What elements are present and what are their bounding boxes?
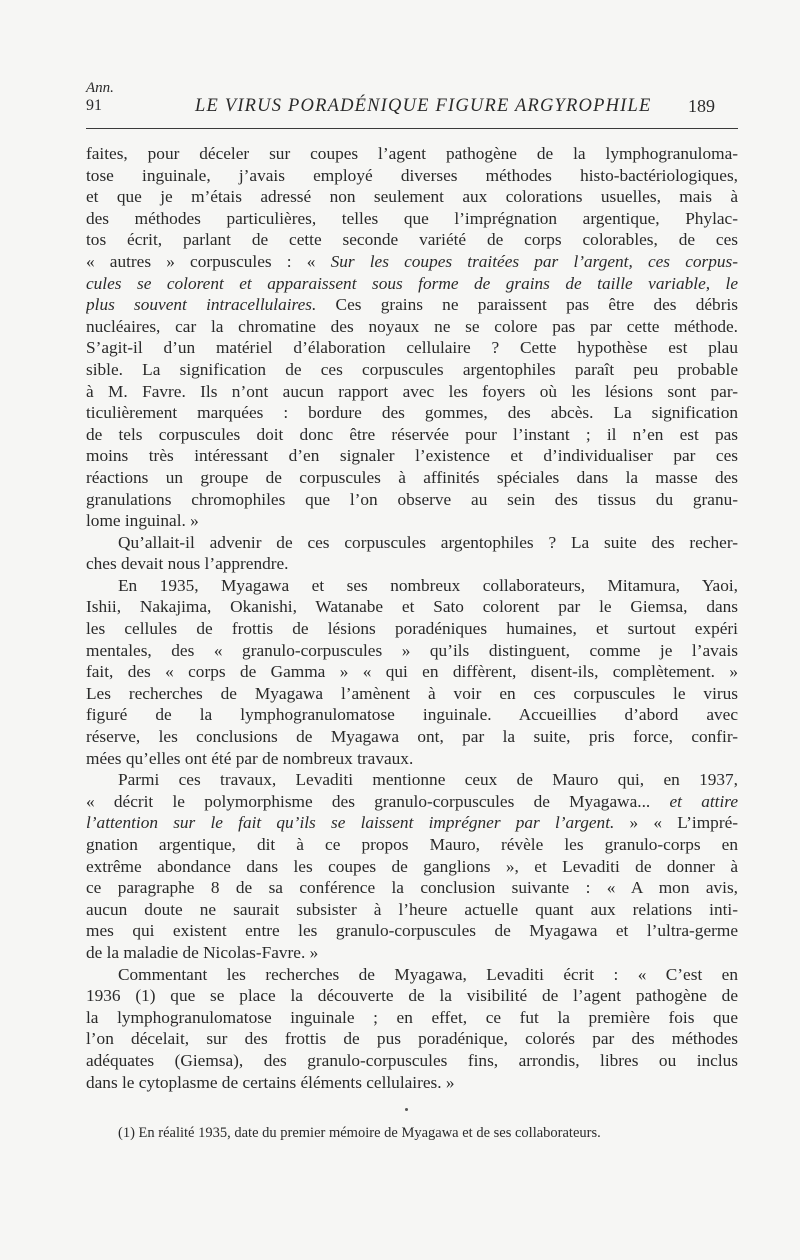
text-segment: Parmi ces travaux, Levaditi mentionne ceux de Mauro qui, en 1937, bbox=[118, 770, 738, 790]
text-segment: extrême abondance dans les coupes de ganglions », et Levaditi de donner à bbox=[86, 856, 738, 876]
text-segment: ches devait nous l’apprendre. bbox=[86, 554, 289, 574]
text-segment: dans le cytoplasme de certains éléments cellulaires. » bbox=[86, 1072, 455, 1092]
text-line bbox=[86, 1072, 738, 1094]
body-text bbox=[86, 143, 738, 1093]
text-line bbox=[86, 467, 738, 489]
text-segment: mentales, des « granulo-corpuscules » qu’ils distinguent, comme je l’avais bbox=[86, 640, 738, 660]
text-segment: 1936 (1) que se place la découverte de la visibilité de l’agent pathogène de bbox=[86, 986, 738, 1006]
header-rule bbox=[86, 128, 738, 129]
text-line bbox=[86, 251, 738, 273]
text-segment: réactions un groupe de corpuscules à affinités spéciales dans la masse des bbox=[86, 467, 738, 487]
footnote: (1) En réalité 1935, date du premier mémoire de Myagawa et de ses collaborateurs. bbox=[118, 1125, 601, 1141]
footnote-separator bbox=[405, 1108, 408, 1111]
text-line bbox=[86, 424, 738, 446]
text-segment: à M. Favre. Ils n’ont aucun rapport avec les foyers où les lésions sont par- bbox=[86, 381, 738, 401]
text-segment: » « L’impré- bbox=[614, 813, 738, 833]
text-line bbox=[86, 812, 738, 834]
text-line bbox=[86, 1028, 738, 1050]
italic-quote: et attire bbox=[669, 791, 738, 811]
italic-quote: l’attention sur le fait qu’ils se laissent imprégner par l’argent. bbox=[86, 813, 615, 833]
text-line bbox=[86, 553, 738, 575]
text-segment: Ishii, Nakajima, Okanishi, Watanabe et Sato colorent par le Giemsa, dans bbox=[86, 597, 738, 617]
text-line bbox=[86, 769, 738, 791]
text-line bbox=[86, 575, 738, 597]
text-segment: fait, des « corps de Gamma » « qui en diffèrent, disent-ils, complètement. » bbox=[86, 662, 738, 682]
journal-abbrev: Ann. bbox=[86, 80, 114, 96]
text-segment: et que je m’étais adressé non seulement aux colorations usuelles, mais à bbox=[86, 187, 738, 207]
text-line bbox=[86, 316, 738, 338]
text-line bbox=[86, 381, 738, 403]
text-segment: mes qui existent entre les granulo-corpuscules de Myagawa et l’ultra-germe bbox=[86, 921, 738, 941]
text-line bbox=[86, 877, 738, 899]
text-line bbox=[86, 337, 738, 359]
text-line bbox=[86, 596, 738, 618]
text-line bbox=[86, 726, 738, 748]
text-segment: faites, pour déceler sur coupes l’agent pathogène de la lymphogranuloma- bbox=[86, 144, 738, 163]
text-line bbox=[86, 294, 738, 316]
text-segment: Ces grains ne paraissent pas être des débris bbox=[316, 295, 738, 315]
text-line bbox=[86, 856, 738, 878]
text-line bbox=[86, 1007, 738, 1029]
text-segment: de tels corpuscules doit donc être réservée pour l’instant ; il n’en est pas bbox=[86, 424, 738, 444]
text-segment: figuré de la lymphogranulomatose inguinale. Accueillies d’abord avec bbox=[86, 705, 738, 725]
text-segment: de la maladie de Nicolas-Favre. » bbox=[86, 942, 319, 962]
text-line bbox=[86, 186, 738, 208]
text-line bbox=[86, 834, 738, 856]
text-line bbox=[86, 510, 738, 532]
text-line bbox=[86, 985, 738, 1007]
text-segment: Qu’allait-il advenir de ces corpuscules argentophiles ? La suite des recher- bbox=[118, 532, 738, 552]
text-line bbox=[86, 143, 738, 165]
text-segment: l’on décelait, sur des frottis de pus poradénique, colorés par des méthodes bbox=[86, 1029, 738, 1049]
italic-quote: Sur les coupes traitées par l’argent, ces corpus- bbox=[330, 251, 738, 271]
text-segment: ticulièrement marquées : bordure des gommes, des abcès. La signification bbox=[86, 403, 738, 423]
text-line bbox=[86, 445, 738, 467]
text-line bbox=[86, 1050, 738, 1072]
text-segment: tose inguinale, j’avais employé diverses méthodes histo-bactériologiques, bbox=[86, 165, 738, 185]
text-line bbox=[86, 489, 738, 511]
text-line bbox=[86, 208, 738, 230]
text-segment: la lymphogranulomatose inguinale ; en effet, ce fut la première fois que bbox=[86, 1007, 738, 1027]
italic-quote: cules se colorent et apparaissent sous forme de grains de taille variable, le bbox=[86, 273, 738, 293]
text-segment: sible. La signification de ces corpuscules argentophiles paraît peu probable bbox=[86, 359, 738, 379]
text-segment: ce paragraphe 8 de sa conférence la conclusion suivante : « A mon avis, bbox=[86, 878, 738, 898]
running-title: LE VIRUS PORADÉNIQUE FIGURE ARGYROPHILE bbox=[195, 96, 652, 116]
text-line bbox=[86, 942, 738, 964]
text-line bbox=[86, 964, 738, 986]
text-line bbox=[86, 748, 738, 770]
text-segment: aucun doute ne saurait subsister à l’heure actuelle quant aux relations inti- bbox=[86, 899, 738, 919]
text-line bbox=[86, 640, 738, 662]
text-segment: granulations chromophiles que l’on observe au sein des tissus du granu- bbox=[86, 489, 738, 509]
text-segment: les cellules de frottis de lésions poradéniques humaines, et surtout expéri bbox=[86, 619, 738, 639]
text-segment: gnation argentique, dit à ce propos Mauro, révèle les granulo-corps en bbox=[86, 835, 738, 854]
text-segment: « décrit le polymorphisme des granulo-corpuscules de Myagawa... bbox=[86, 791, 670, 811]
text-segment: Les recherches de Myagawa l’amènent à voir en ces corpuscules le virus bbox=[86, 683, 738, 703]
text-line bbox=[86, 920, 738, 942]
text-segment: réserve, les conclusions de Myagawa ont, par la suite, pris force, confir- bbox=[86, 727, 738, 747]
text-line bbox=[86, 359, 738, 381]
text-segment: Commentant les recherches de Myagawa, Levaditi écrit : « C’est en bbox=[118, 964, 738, 984]
text-line bbox=[86, 683, 738, 705]
page-number: 189 bbox=[688, 96, 715, 116]
text-line bbox=[86, 618, 738, 640]
text-line bbox=[86, 791, 738, 813]
text-segment: tos écrit, parlant de cette seconde variété de corps colorables, de ces bbox=[86, 230, 738, 250]
text-segment: des méthodes particulières, telles que l’imprégnation argentique, Phylac- bbox=[86, 208, 738, 228]
text-line bbox=[86, 899, 738, 921]
text-line bbox=[86, 165, 738, 187]
text-line bbox=[86, 229, 738, 251]
text-segment: En 1935, Myagawa et ses nombreux collaborateurs, Mitamura, Yaoi, bbox=[118, 575, 738, 595]
journal-reference bbox=[86, 80, 114, 114]
text-line bbox=[86, 704, 738, 726]
text-segment: lome inguinal. » bbox=[86, 511, 199, 531]
text-segment: moins très intéressant d’en signaler l’existence et d’individualiser par ces bbox=[86, 446, 738, 466]
text-line bbox=[86, 402, 738, 424]
text-line bbox=[86, 273, 738, 295]
journal-year: 91 bbox=[86, 97, 102, 114]
text-line bbox=[86, 661, 738, 683]
text-line bbox=[86, 532, 738, 554]
text-segment: S’agit-il d’un matériel d’élaboration cellulaire ? Cette hypothèse est plau bbox=[86, 338, 738, 358]
text-segment: nucléaires, car la chromatine des noyaux ne se colore pas par cette méthode. bbox=[86, 316, 738, 336]
text-segment: « autres » corpuscules : « bbox=[86, 251, 331, 271]
text-segment: mées qu’elles ont été par de nombreux travaux. bbox=[86, 748, 414, 768]
italic-quote: plus souvent intracellulaires. bbox=[86, 295, 317, 315]
text-segment: adéquates (Giemsa), des granulo-corpuscules fins, arrondis, libres ou inclus bbox=[86, 1050, 738, 1070]
